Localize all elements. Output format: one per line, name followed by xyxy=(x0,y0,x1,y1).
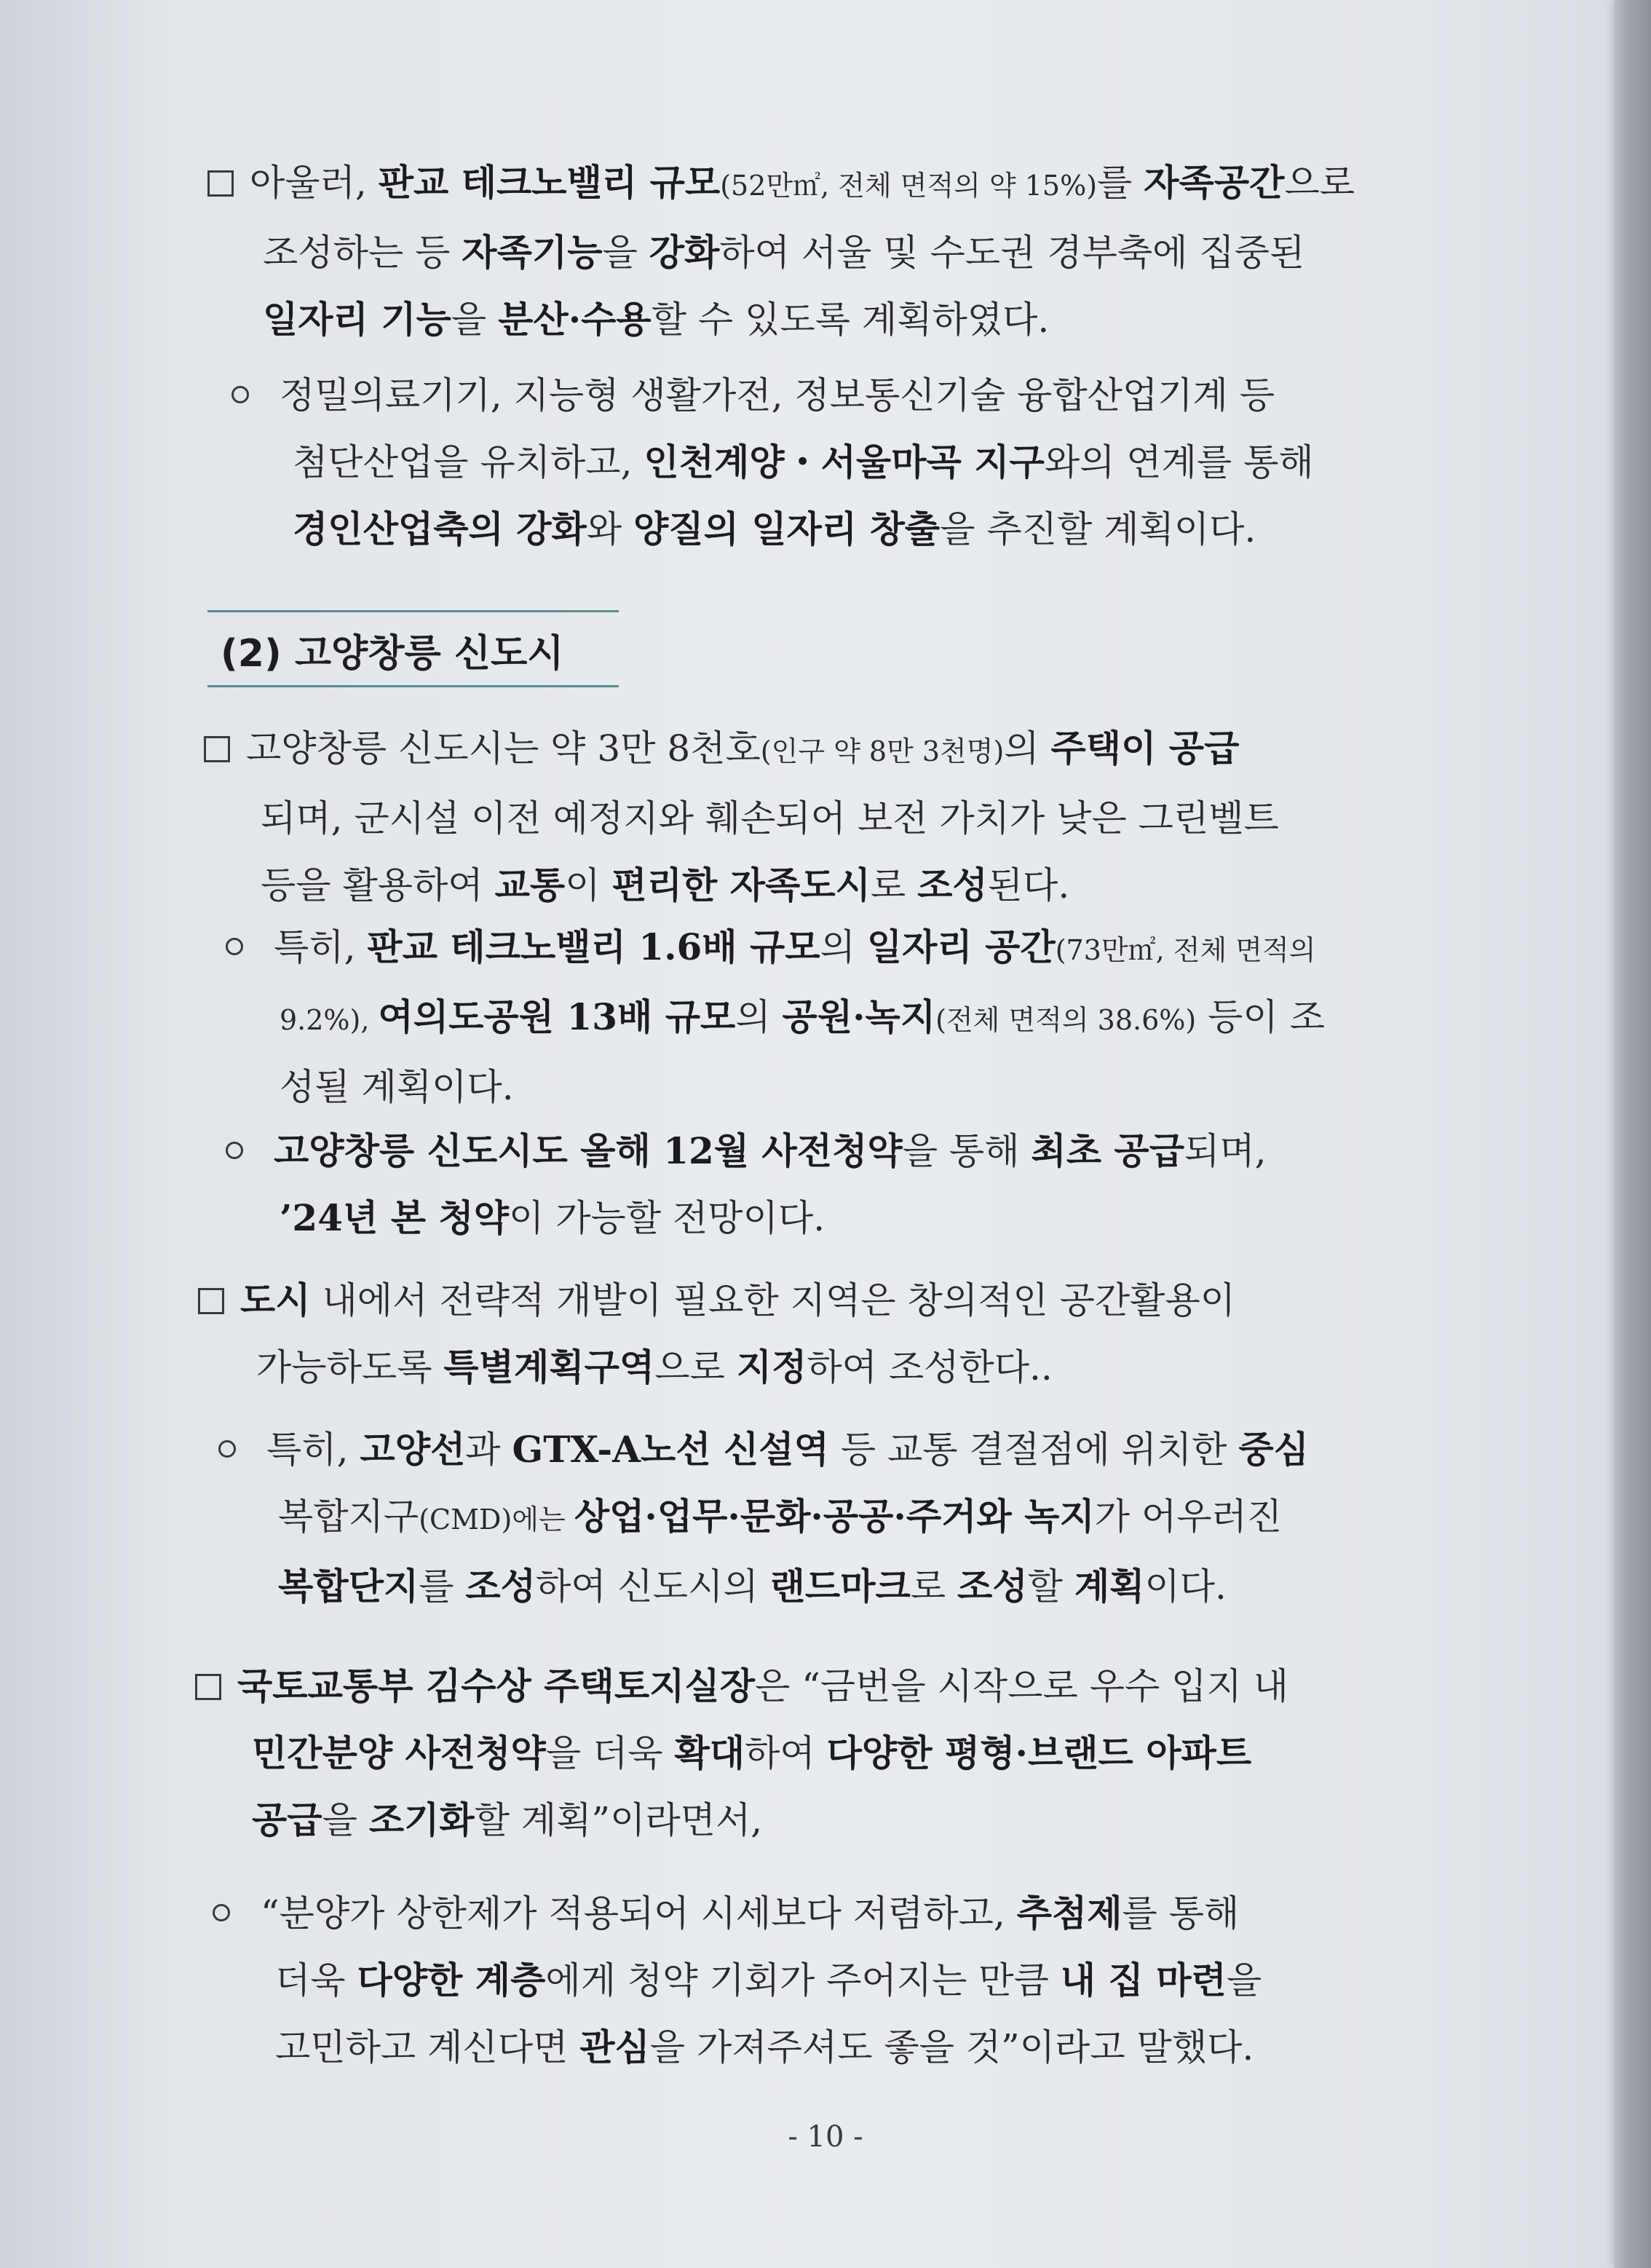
checkbox-bullet-icon xyxy=(195,1674,221,1700)
circle-bullet-icon xyxy=(213,1904,230,1921)
section-heading-text: (2) 고양창릉 신도시 xyxy=(221,632,564,676)
paragraph-4: 특히, 판교 테크노밸리 1.6배 규모의 일자리 공간(73만㎡, 전체 면적의 9.2%), 여의도공원 13배 규모의 공원·녹지(전체 면적의 38.6%) 등이 조 성될 계획이다. xyxy=(226,914,1325,1121)
section-heading xyxy=(207,610,619,687)
checkbox-bullet-icon xyxy=(198,1288,224,1314)
paragraph-2: 정밀의료기기, 지능형 생활가전, 정보통신기술 융합산업기계 등 첨단산업을 유치하고, 인천계양・서울마곡 지구와의 연계를 통해 경인산업축의 강화와 양질의 일자리 창출을 추진할 계획이다. xyxy=(231,362,1314,563)
paragraph-8: 국토교통부 김수상 주택토지실장은 “금번을 시작으로 우수 입지 내 민간분양 사전청약을 더욱 확대하여 다양한 평형·브랜드 아파트 공급을 조기화할 계획”이라면서, xyxy=(195,1653,1288,1854)
circle-bullet-icon xyxy=(226,1142,243,1159)
paragraph-5: 고양창릉 신도시도 올해 12월 사전청약을 통해 최초 공급되며, ’24년 본 청약이 가능할 전망이다. xyxy=(226,1118,1267,1252)
paragraph-1: 아울러, 판교 테크노밸리 규모(52만㎡, 전체 면적의 약 15%)를 자족공간으로 조성하는 등 자족기능을 강화하여 서울 및 수도권 경부축에 집중된 일자리 기능을 분산·수용할 수 있도록 계획하였다. xyxy=(207,149,1355,353)
paragraph-7: 특히, 고양선과 GTX-A노선 신설역 등 교통 결절점에 위치한 중심 복합지구(CMD)에는 상업·업무·문화·공공·주거와 녹지가 어우러진 복합단지를 조성하여 신도시의 랜드마크로 조성할 계획이다. xyxy=(218,1416,1309,1620)
page-number: - 10 - xyxy=(788,2120,863,2154)
checkbox-bullet-icon xyxy=(207,170,234,197)
circle-bullet-icon xyxy=(231,386,249,403)
paragraph-3: 고양창릉 신도시는 약 3만 8천호(인구 약 8만 3천명)의 주택이 공급 되며, 군시설 이전 예정지와 훼손되어 보전 가치가 낮은 그린벨트 등을 활용하여 교통이 편리한 자족도시로 조성된다. xyxy=(204,715,1279,919)
paragraph-9: “분양가 상한제가 적용되어 시세보다 저렴하고, 추첨제를 통해 더욱 다양한 계층에게 청약 기회가 주어지는 만큼 내 집 마련을 고민하고 계신다면 관심을 가져주셔도 좋을 것”이라고 말했다. xyxy=(213,1880,1262,2081)
checkbox-bullet-icon xyxy=(204,736,230,762)
circle-bullet-icon xyxy=(218,1440,236,1458)
paragraph-6: 도시 내에서 전략적 개발이 필요한 지역은 창의적인 공간활용이 가능하도록 특별계획구역으로 지정하여 조성한다.. xyxy=(198,1267,1235,1401)
circle-bullet-icon xyxy=(226,938,243,955)
page-edge-shadow xyxy=(1615,0,1651,2268)
